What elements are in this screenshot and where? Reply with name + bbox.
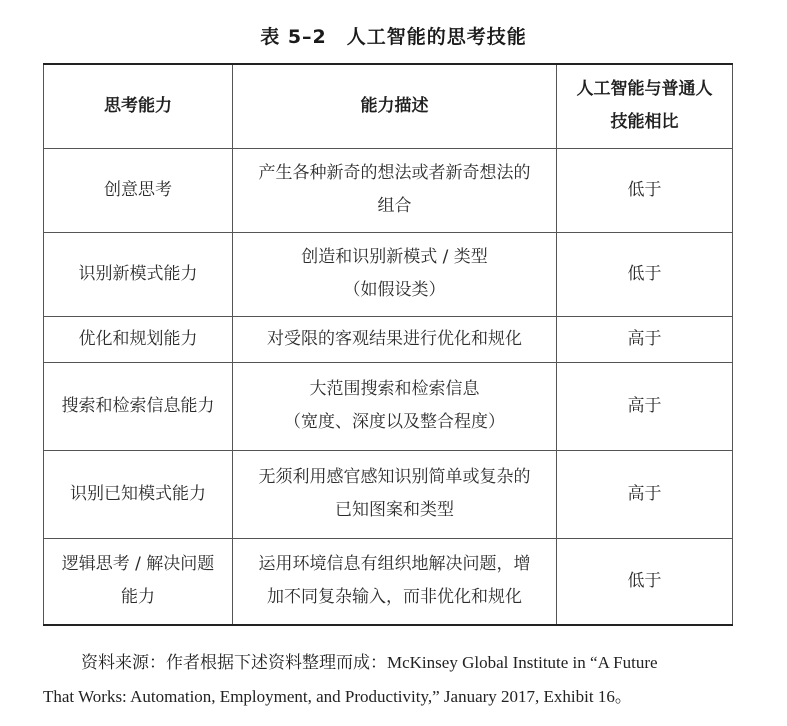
comparison-cell: 低于 — [557, 232, 733, 316]
ability-text: 识别已知模式能力 — [70, 483, 206, 504]
description-line: 运用环境信息有组织地解决问题，增 — [258, 554, 531, 575]
description-cell — [233, 232, 557, 316]
thinking-skills-table — [43, 63, 733, 626]
source-line2: That Works: Automation, Employment, and Productivity,” January 2017, Exhibit 16。 — [43, 687, 632, 706]
table-row — [44, 538, 733, 625]
ability-text: 优化和规划能力 — [78, 328, 198, 349]
description-line: 组合 — [377, 196, 412, 216]
table-row — [44, 232, 733, 316]
description-line: 创造和识别新模式 / 类型 — [301, 247, 488, 267]
comparison-cell: 高于 — [557, 316, 733, 362]
ability-cell — [44, 148, 233, 232]
description-line: （如假设类） — [343, 280, 446, 300]
description-line: 加不同复杂输入，而非优化和规化 — [267, 587, 522, 608]
table-row — [44, 316, 733, 362]
comparison-cell: 高于 — [557, 450, 733, 538]
description-line: 大范围搜索和检索信息 — [309, 379, 480, 399]
ability-text: 识别新模式能力 — [78, 263, 198, 284]
source-line1: 资料来源：作者根据下述资料整理而成：McKinsey Global Institute in “A Future — [81, 653, 658, 672]
ability-text: 搜索和检索信息能力 — [61, 395, 215, 416]
description-cell — [233, 450, 557, 538]
ability-text: 逻辑思考 / 解决问题 — [61, 554, 215, 575]
header-comparison-line1: 人工智能与普通人 — [576, 79, 713, 100]
ability-text: 能力 — [121, 587, 155, 608]
ability-cell — [44, 232, 233, 316]
description-cell — [233, 148, 557, 232]
table-row — [44, 148, 733, 232]
ability-cell — [44, 450, 233, 538]
ability-cell — [44, 538, 233, 625]
description-line: 无须利用感官感知识别简单或复杂的 — [258, 467, 531, 487]
table-row — [44, 362, 733, 450]
description-line: 已知图案和类型 — [335, 500, 454, 520]
ability-cell — [44, 316, 233, 362]
description-cell — [233, 362, 557, 450]
header-description: 能力描述 — [233, 64, 557, 148]
description-cell — [233, 538, 557, 625]
description-line: （宽度、深度以及整合程度） — [284, 412, 505, 432]
ability-cell — [44, 362, 233, 450]
source-note — [43, 646, 743, 714]
description-cell — [233, 316, 557, 362]
table-header-row — [44, 64, 733, 148]
description-line: 产生各种新奇的想法或者新奇想法的 — [258, 163, 531, 183]
comparison-cell: 高于 — [557, 362, 733, 450]
table-title: 表 5–2 人工智能的思考技能 — [260, 26, 527, 48]
description-line: 对受限的客观结果进行优化和规化 — [267, 328, 522, 349]
comparison-cell: 低于 — [557, 148, 733, 232]
header-ability: 思考能力 — [44, 64, 233, 148]
comparison-cell: 低于 — [557, 538, 733, 625]
ability-text: 创意思考 — [104, 179, 172, 200]
table-row — [44, 450, 733, 538]
header-comparison-line2: 技能相比 — [610, 112, 679, 133]
header-comparison — [557, 64, 733, 148]
